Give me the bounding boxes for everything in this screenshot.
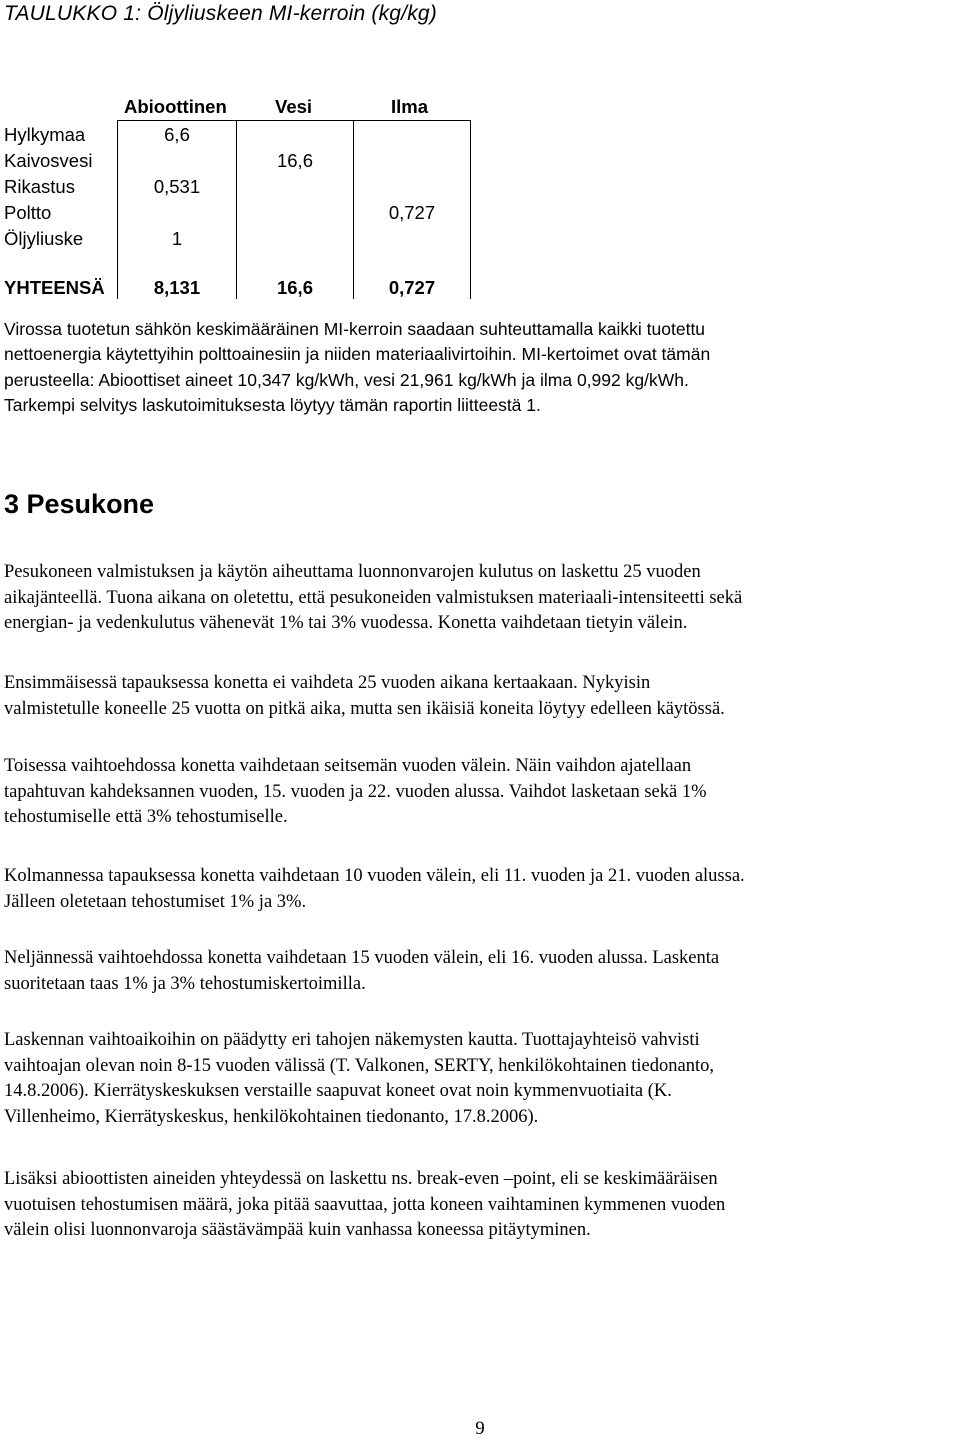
text-line: suoritetaan taas 1% ja 3% tehostumiskertoimilla. xyxy=(4,973,366,994)
mi-factor-table xyxy=(0,0,960,310)
table-header-rule xyxy=(117,120,471,121)
text-line: Lisäksi abioottisten aineiden yhteydessä on laskettu ns. break-even –point, eli se keskimääräisen xyxy=(4,1169,718,1189)
table-column-rule xyxy=(236,121,237,299)
text-line: nettoenergia käytettyihin polttoainesiin ja niiden materiaalivirtoihin. MI-kertoimet ovat tämän xyxy=(4,344,711,365)
text-line: tehostumiselle että 3% tehostumiselle. xyxy=(4,807,288,828)
row-label: Hylkymaa xyxy=(4,124,86,145)
body-paragraph xyxy=(4,864,960,915)
text-line: Toisessa vaihtoehdossa konetta vaihdetaan seitsemän vuoden välein. Näin vaihdon ajatellaan xyxy=(4,756,692,776)
total-row-label: YHTEENSÄ xyxy=(4,277,105,298)
section-heading: 3 Pesukone xyxy=(4,489,155,519)
table-column-rule xyxy=(470,121,471,299)
row-label: Öljyliuske xyxy=(4,228,84,249)
text-line: Laskennan vaihtoaikoihin on päädytty eri tahojen näkemysten kautta. Tuottajayhteisö vahvisti xyxy=(4,1030,700,1050)
total-abiotic: 8,131 xyxy=(153,277,201,298)
column-header-abiotic: Abioottinen xyxy=(124,96,227,117)
column-header-water: Vesi xyxy=(275,96,313,117)
text-line: Jälleen oletetaan tehostumiset 1% ja 3%. xyxy=(4,891,307,912)
page-number: 9 xyxy=(475,1418,485,1439)
text-line: Kolmannessa tapauksessa konetta vaihdetaan 10 vuoden välein, eli 11. vuoden ja 21. vuoden alussa. xyxy=(4,866,745,886)
text-line: aikajänteellä. Tuona aikana on oletettu, että pesukoneiden valmistuksen materiaali-intensiteetti sekä xyxy=(4,587,743,608)
row-label: Rikastus xyxy=(4,176,75,197)
text-line: Virossa tuotetun sähkön keskimääräinen MI-kerroin saadaan suhteuttamalla kaikki tuotettu xyxy=(4,319,706,339)
text-line: 14.8.2006). Kierrätyskeskuksen verstaille saapuvat koneet ovat noin kymmenvuotiaita (K. xyxy=(4,1081,672,1102)
column-header-air: Ilma xyxy=(391,96,429,117)
text-line: vaihtoajan olevan noin 8-15 vuoden välissä (T. Valkonen, SERTY, henkilökohtainen tiedonanto, xyxy=(4,1055,714,1076)
body-paragraph xyxy=(4,1028,960,1130)
cell-abiotic: 0,531 xyxy=(153,176,201,197)
body-paragraph xyxy=(4,1167,960,1244)
body-paragraph xyxy=(4,671,960,722)
intro-paragraph xyxy=(4,317,960,419)
table-column-rule xyxy=(117,121,118,299)
text-line: energian- ja vedenkulutus vähenevät 1% tai 3% vuodessa. Konetta vaihdetaan tietyin välein. xyxy=(4,613,688,634)
text-line: perusteella: Abioottiset aineet 10,347 kg/kWh, vesi 21,961 kg/kWh ja ilma 0,992 kg/kWh. xyxy=(4,369,689,390)
cell-abiotic: 6,6 xyxy=(164,124,190,145)
body-paragraph xyxy=(4,560,960,637)
text-line: Villenheimo, Kierrätyskeskus, henkilökohtainen tiedonanto, 17.8.2006). xyxy=(4,1106,539,1127)
total-air: 0,727 xyxy=(388,277,436,298)
row-label: Kaivosvesi xyxy=(4,150,93,171)
cell-abiotic: 1 xyxy=(171,228,183,249)
body-paragraph xyxy=(4,754,960,831)
body-paragraph xyxy=(4,946,960,997)
cell-water: 16,6 xyxy=(276,150,313,171)
text-line: tapahtuvan kahdeksannen vuoden, 15. vuoden ja 22. vuoden alussa. Vaihdot lasketaan sekä 1% xyxy=(4,781,707,802)
text-line: vuotuisen tehostumisen määrä, joka pitää saavuttaa, jotta koneen vaihtaminen kymmenen vuoden xyxy=(4,1194,726,1215)
table-caption: TAULUKKO 1: Öljyliuskeen MI-kerroin (kg/kg) xyxy=(4,2,437,25)
text-line: Neljännessä vaihtoehdossa konetta vaihdetaan 15 vuoden välein, eli 16. vuoden alussa. Laskenta xyxy=(4,948,720,968)
cell-air: 0,727 xyxy=(388,202,436,223)
text-line: Ensimmäisessä tapauksessa konetta ei vaihdeta 25 vuoden aikana kertaakaan. Nykyisin xyxy=(4,673,651,693)
text-line: Tarkempi selvitys laskutoimituksesta löytyy tämän raportin liitteestä 1. xyxy=(4,395,541,416)
text-line: Pesukoneen valmistuksen ja käytön aiheuttama luonnonvarojen kulutus on laskettu 25 vuoden xyxy=(4,562,701,582)
text-line: välein olisi luonnonvaroja säästävämpää kuin vanhassa koneessa pitäytyminen. xyxy=(4,1220,591,1241)
total-water: 16,6 xyxy=(276,277,313,298)
text-line: valmistetulle koneelle 25 vuotta on pitkä aika, mutta sen ikäisiä koneita löytyy edelleen käytössä. xyxy=(4,698,725,719)
row-label: Poltto xyxy=(4,202,52,223)
